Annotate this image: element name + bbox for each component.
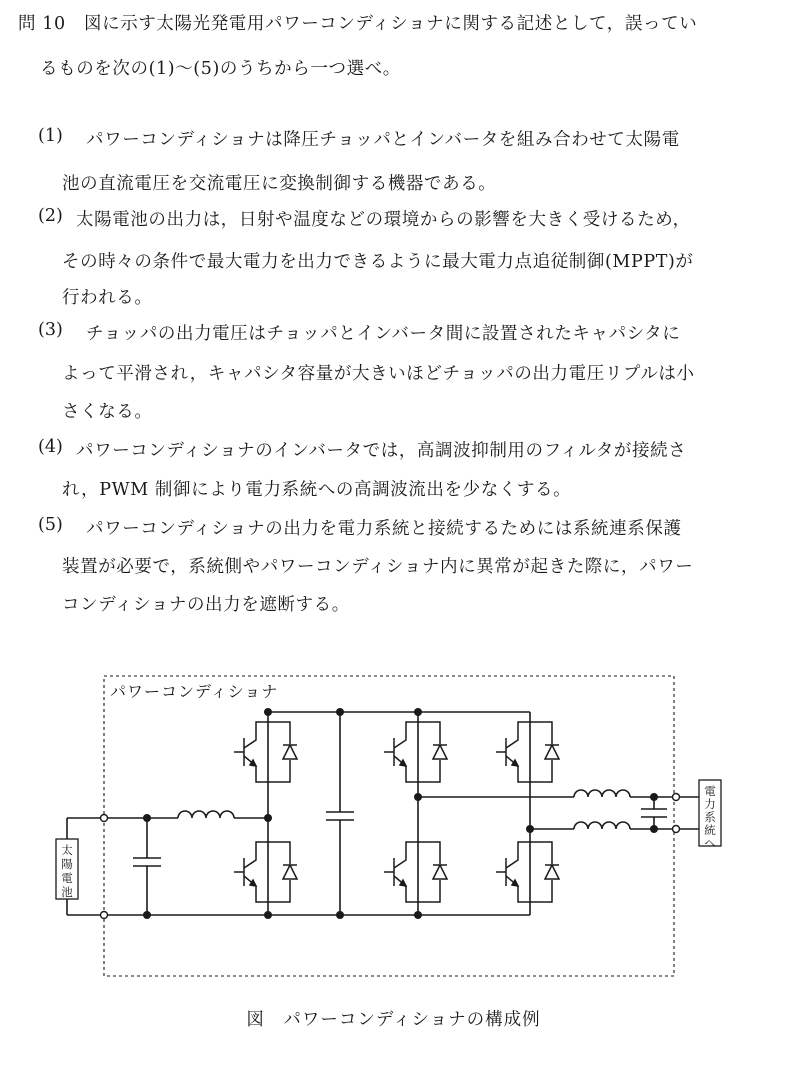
junction-dot: [650, 825, 658, 833]
option-5-line-2: 装置が必要で，系統側やパワーコンディショナ内に異常が起きた際に，パワー: [62, 557, 694, 577]
question-number: 問 10: [18, 14, 66, 34]
option-1-line-2: 池の直流電圧を交流電圧に変換制御する機器である。: [62, 174, 497, 194]
junction-dot: [143, 911, 151, 919]
input-inductor: [178, 811, 234, 818]
inverter-switch-u-lower: [384, 842, 447, 902]
option-4-line-2: れ，PWM 制御により電力系統への高調波流出を少なくする。: [62, 480, 572, 500]
option-5-line-3: コンディショナの出力を遮断する。: [62, 595, 350, 615]
chopper-switch-lower: [234, 842, 297, 902]
inverter-switch-v-lower: [496, 842, 559, 902]
junction-dot: [414, 793, 422, 801]
junction-dot: [650, 793, 658, 801]
junction-dot: [336, 708, 344, 716]
terminal: [673, 794, 680, 801]
option-1-line-1: パワーコンディショナは降圧チョッパとインバータを組み合わせて太陽電: [86, 130, 680, 150]
option-3-line-1: チョッパの出力電圧はチョッパとインバータ間に設置されたキャパシタに: [86, 324, 681, 344]
junction-dot: [264, 814, 272, 822]
question-text-line-2: るものを次の(1)～(5)のうちから一つ選べ。: [40, 59, 401, 79]
option-5-line-1: パワーコンディショナの出力を電力系統と接続するためには系統連系保護: [86, 519, 682, 539]
junction-dot: [143, 814, 151, 822]
option-2-line-1: 太陽電池の出力は，日射や温度などの環境からの影響を大きく受けるため，: [76, 210, 691, 230]
output-inductor-top: [574, 790, 630, 797]
junction-dot: [264, 911, 272, 919]
terminal: [101, 815, 108, 822]
solar-battery-label: 太陽電池: [61, 843, 73, 899]
option-2-line-3: 行われる。: [62, 288, 153, 308]
option-4-line-1: パワーコンディショナのインバータでは，高調波抑制用のフィルタが接続さ: [76, 441, 687, 461]
option-5-number: (5): [38, 515, 63, 535]
option-3-line-2: よって平滑され，キャパシタ容量が大きいほどチョッパの出力電圧リプルは小: [62, 364, 695, 384]
junction-dot: [414, 911, 422, 919]
figure-caption: 図 パワーコンディショナの構成例: [246, 1010, 541, 1030]
option-4-number: (4): [38, 437, 63, 457]
option-2-number: (2): [38, 206, 63, 226]
enclosure-label: パワーコンディショナ: [110, 682, 279, 701]
option-3-line-3: さくなる。: [62, 402, 153, 422]
output-inductor-bottom: [574, 822, 630, 829]
terminal: [101, 912, 108, 919]
option-2-line-2: その時々の条件で最大電力を出力できるように最大電力点追従制御(MPPT)が: [62, 252, 694, 272]
inverter-switch-u-upper: [384, 722, 447, 782]
junction-dot: [264, 708, 272, 716]
inverter-switch-v-upper: [496, 722, 559, 782]
terminal: [673, 826, 680, 833]
chopper-switch-upper: [234, 722, 297, 782]
junction-dot: [336, 911, 344, 919]
option-1-number: (1): [38, 126, 63, 146]
junction-dot: [526, 825, 534, 833]
grid-label: 電力系統へ: [704, 784, 716, 850]
option-3-number: (3): [38, 320, 63, 340]
junction-dot: [414, 708, 422, 716]
question-text-line-1: 図に示す太陽光発電用パワーコンディショナに関する記述として，誤ってい: [84, 14, 698, 34]
power-conditioner-circuit-diagram: [0, 660, 787, 990]
